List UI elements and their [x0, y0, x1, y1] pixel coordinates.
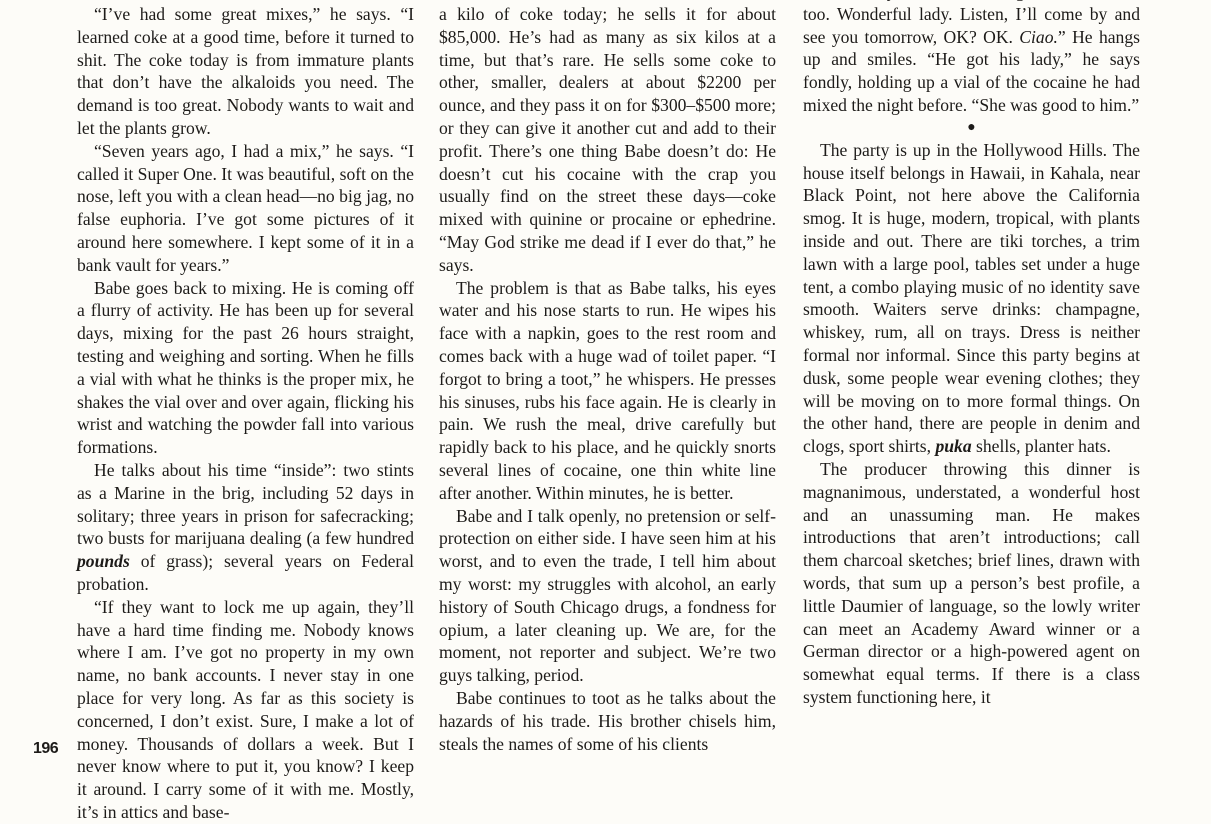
paragraph: a kilo of coke today; he sells it for about $85,000. He’s had as many as six kilos at a time, but that’s rare. He sells some coke to other, smaller, dealers at about $2200 per ounce, and they pass it on for $300–$500 more; or they can give it another cut and add to their profit. There’s one thing Babe doesn’t do: He doesn’t cut his cocaine with the crap you usually find on the street these days—coke mixed with quinine or procaine or ephedrine. “May God strike me dead if I ever do that,” he says.	[439, 4, 776, 275]
paragraph-text: The party is up in the Hollywood Hills. The house itself belongs in Hawaii, in Kahala, near Black Point, not here above the California smog. It is huge, modern, tropical, with plants inside and out. There are tiki torches, a trim lawn with a large pool, tables set under a huge tent, a combo playing music of no identity save smooth. Waiters serve drinks: champagne, whiskey, rum, all on trays. Dress is neither formal nor informal. Since this party begins at dusk, some people wear evening clothes; they will be moving on to more formal things. On the other hand, there are people in denim and clogs, sport shirts,	[803, 139, 1140, 457]
paragraph: Babe and I talk openly, no pretension or self-protection on either side. I have seen him at his worst, and to even the trade, I tell him about my worst: my struggles with alcohol, an early history of South Chicago drugs, a fondness for opium, a later cleaning up. We are, for the moment, not reporter and subject. We’re two guys talking, period.	[439, 505, 776, 686]
paragraph: “Seven years ago, I had a mix,” he says. “I called it Super One. It was beautiful, soft on the nose, left you with a clean head—no big jag, no false euphoria. I’ve got some pictures of it around here somewhere. I kept some of it in a bank vault for years.”	[77, 140, 414, 275]
emphasis-text: puka	[935, 436, 972, 457]
paragraph-text: shells, planter hats.	[971, 436, 1111, 457]
emphasis-text: pounds	[77, 551, 130, 572]
text-column-2	[439, 3, 776, 755]
paragraph	[803, 0, 1140, 117]
paragraph	[803, 139, 1140, 458]
text-column-1	[77, 3, 414, 824]
paragraph: “If they want to lock me up again, they’ll have a hard time finding me. Nobody knows where I am. I’ve got no property in my own name, no bank accounts. I never stay in one place for very long. As far as this society is concerned, I don’t exist. Sure, I make a lot of money. Thousands of dollars a week. But I never know where to put it, you know? I keep it around. I carry some of it with me. Mostly, it’s in attics and base-	[77, 596, 414, 822]
paragraph-text: ” He hangs up and smiles. “He got his lady,” he says fondly, holding up a vial of the cocaine he had mixed the night before. “She was good to him.”	[803, 26, 1140, 115]
paragraph: The problem is that as Babe talks, his eyes water and his nose starts to run. He wipes his face with a napkin, goes to the rest room and comes back with a huge wad of toilet paper. “I forgot to bring a toot,” he whispers. He presses his sinuses, rubs his face again. He is clearly in pain. We rush the meal, drive carefully but rapidly back to his place, and he quickly snorts several lines of cocaine, one thin white line after another. Within minutes, he is better.	[439, 277, 776, 503]
paragraph: The producer throwing this dinner is magnanimous, understated, a wonderful host and an unassuming man. He makes introductions that aren’t introductions; call them charcoal sketches; brief lines, drawn with words, that sum up a person’s best profile, a little Daumier of language, so the lowly writer can meet an Academy Award winner or a German director or a high-powered agent on somewhat equal terms. If there is a class system functioning here, it	[803, 458, 1140, 707]
paragraph-text: of grass); several years on Federal probation.	[77, 551, 414, 594]
paragraph-text: He talks about his time “inside”: two stints as a Marine in the brig, including 52 days in solitary; three years in prison for safecracking; two busts for marijuana dealing (a few hundred	[77, 459, 414, 549]
paragraph	[77, 459, 414, 596]
paragraph-text: too. Wonderful lady. Listen, I’ll come by and see you tomorrow, OK? OK.	[803, 3, 1140, 47]
paragraph: Babe continues to toot as he talks about the hazards of his trade. His brother chisels him, steals the names of some of his clients	[439, 687, 776, 754]
text-column-3	[803, 0, 1140, 709]
paragraph: Babe goes back to mixing. He is coming off a flurry of activity. He has been up for several days, mixing for the past 26 hours straight, testing and weighing and sorting. When he fills a vial with what he thinks is the proper mix, he shakes the vial over and over again, flicking his wrist and watching the powder fall into various formations.	[77, 277, 414, 458]
paragraph: “I’ve had some great mixes,” he says. “I learned coke at a good time, before it turned to shit. The coke today is from immature plants that don’t have the alkaloids you need. The demand is too great. Nobody wants to wait and let the plants grow.	[77, 4, 414, 138]
emphasis-text: Ciao.	[1019, 26, 1058, 47]
section-break-bullet: ●	[967, 119, 976, 135]
page-number: 196	[33, 740, 59, 757]
